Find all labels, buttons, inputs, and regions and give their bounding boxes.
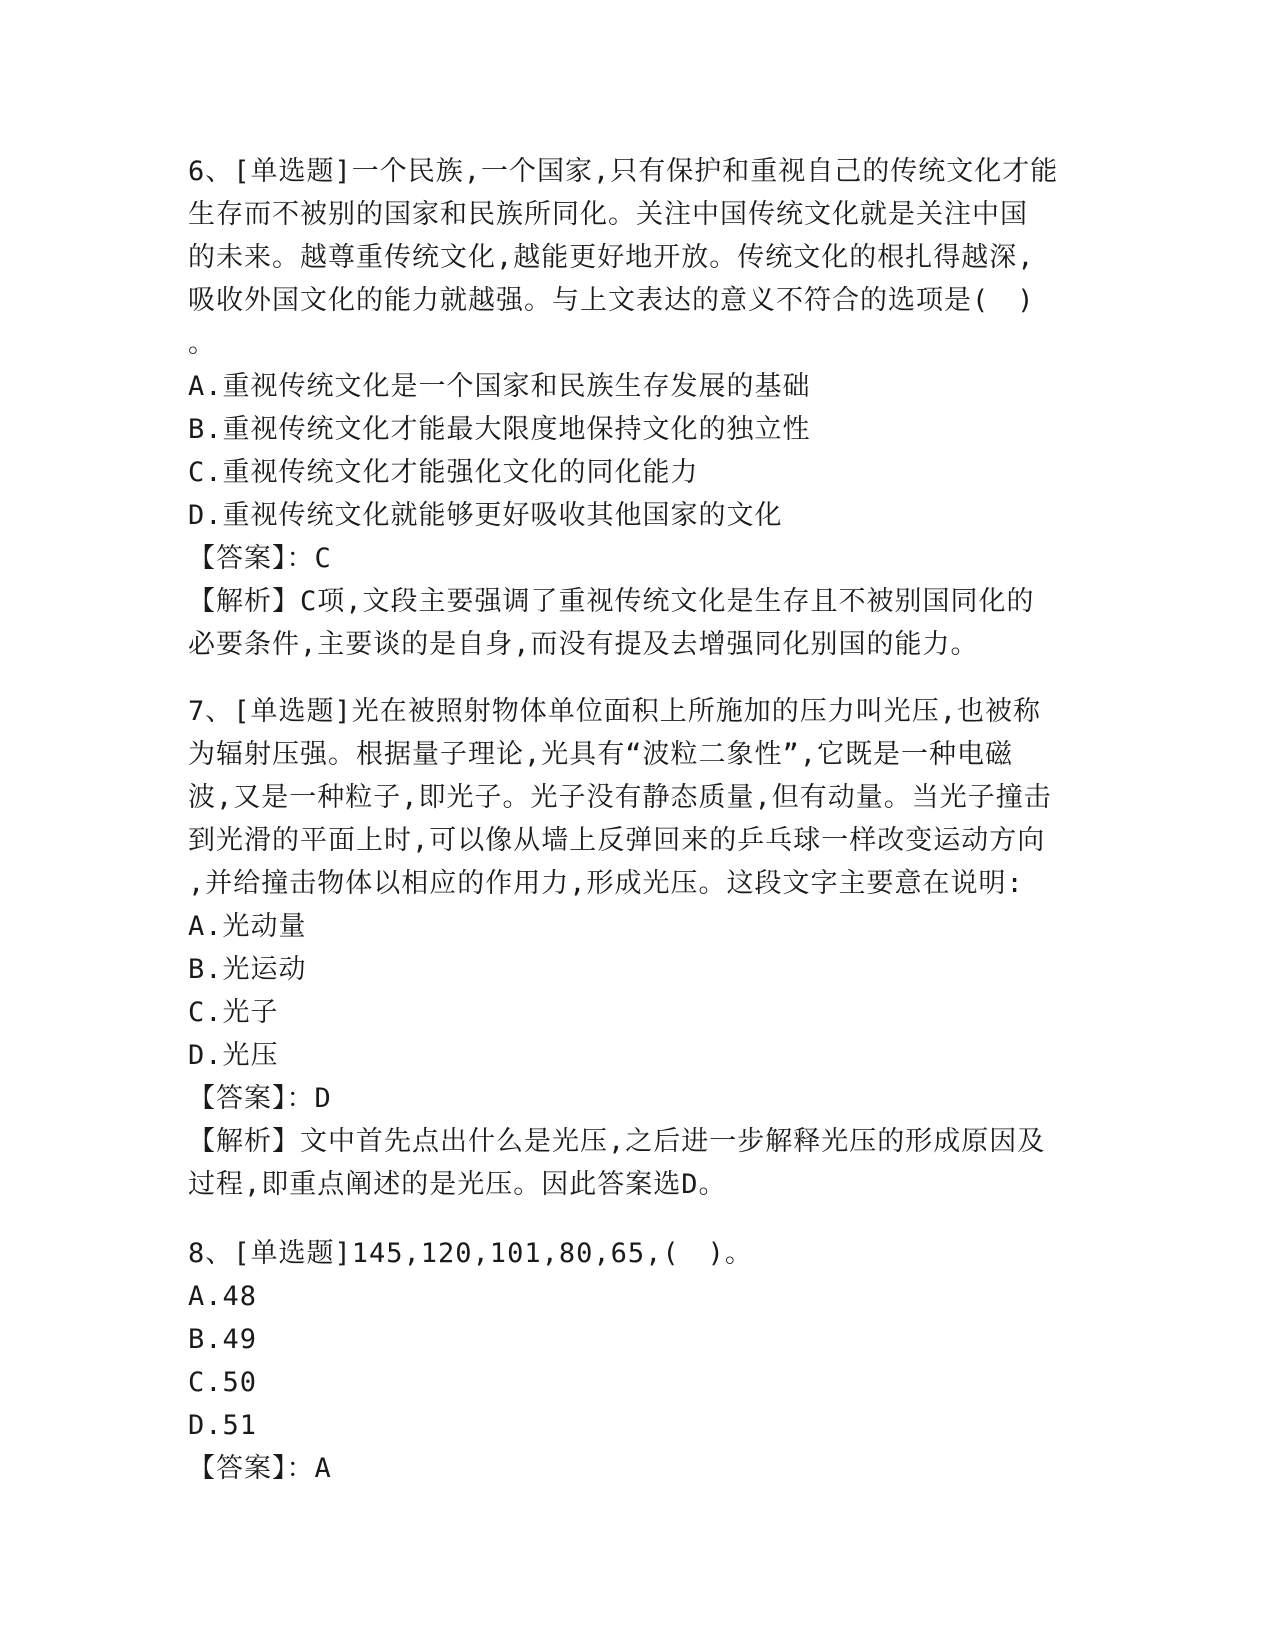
question-stem-line: 8、[单选题]145,120,101,80,65,( )。 [188, 1238, 753, 1269]
option-d: D.51 [188, 1410, 258, 1441]
option-c: C.光子 [188, 997, 279, 1028]
option-c: C.重视传统文化才能强化文化的同化能力 [188, 457, 699, 488]
question-stem-line: 生存而不被别的国家和民族所同化。关注中国传统文化就是关注中国 [188, 199, 1028, 230]
question-stem-line: 7、[单选题]光在被照射物体单位面积上所施加的压力叫光压,也被称 [188, 696, 1042, 727]
option-d: D.光压 [188, 1040, 279, 1071]
analysis-line: 必要条件,主要谈的是自身,而没有提及去增强同化别国的能力。 [188, 629, 979, 660]
question-stem-line: 6、[单选题]一个民族,一个国家,只有保护和重视自己的传统文化才能 [188, 156, 1059, 187]
analysis-line: 过程,即重点阐述的是光压。因此答案选D。 [188, 1169, 727, 1200]
question-6 [188, 150, 1088, 666]
option-d: D.重视传统文化就能够更好吸收其他国家的文化 [188, 500, 783, 531]
question-8 [188, 1232, 1088, 1490]
option-a: A.48 [188, 1281, 258, 1312]
question-stem-line: 为辐射压强。根据量子理论,光具有“波粒二象性”,它既是一种电磁 [188, 739, 1014, 770]
option-a: A.重视传统文化是一个国家和民族生存发展的基础 [188, 371, 811, 402]
question-stem-line: ,并给撞击物体以相应的作用力,形成光压。这段文字主要意在说明: [188, 868, 1024, 899]
answer-line: 【答案】：C [188, 543, 332, 574]
question-stem-line: 。 [188, 328, 216, 359]
analysis-line: 【解析】文中首先点出什么是光压,之后进一步解释光压的形成原因及 [188, 1126, 1046, 1157]
question-7 [188, 690, 1088, 1206]
option-b: B.重视传统文化才能最大限度地保持文化的独立性 [188, 414, 811, 445]
question-stem-line: 到光滑的平面上时,可以像从墙上反弹回来的乒乓球一样改变运动方向 [188, 825, 1046, 856]
question-stem-line: 吸收外国文化的能力就越强。与上文表达的意义不符合的选项是( ) [188, 285, 1035, 316]
analysis-line: 【解析】C项,文段主要强调了重视传统文化是生存且不被别国同化的 [188, 586, 1035, 617]
option-a: A.光动量 [188, 911, 307, 942]
option-b: B.49 [188, 1324, 258, 1355]
question-stem-line: 波,又是一种粒子,即光子。光子没有静态质量,但有动量。当光子撞击 [188, 782, 1052, 813]
answer-line: 【答案】：D [188, 1083, 332, 1114]
option-b: B.光运动 [188, 954, 307, 985]
option-c: C.50 [188, 1367, 258, 1398]
answer-line: 【答案】：A [188, 1453, 332, 1484]
question-stem-line: 的未来。越尊重传统文化,越能更好地开放。传统文化的根扎得越深, [188, 242, 1035, 273]
